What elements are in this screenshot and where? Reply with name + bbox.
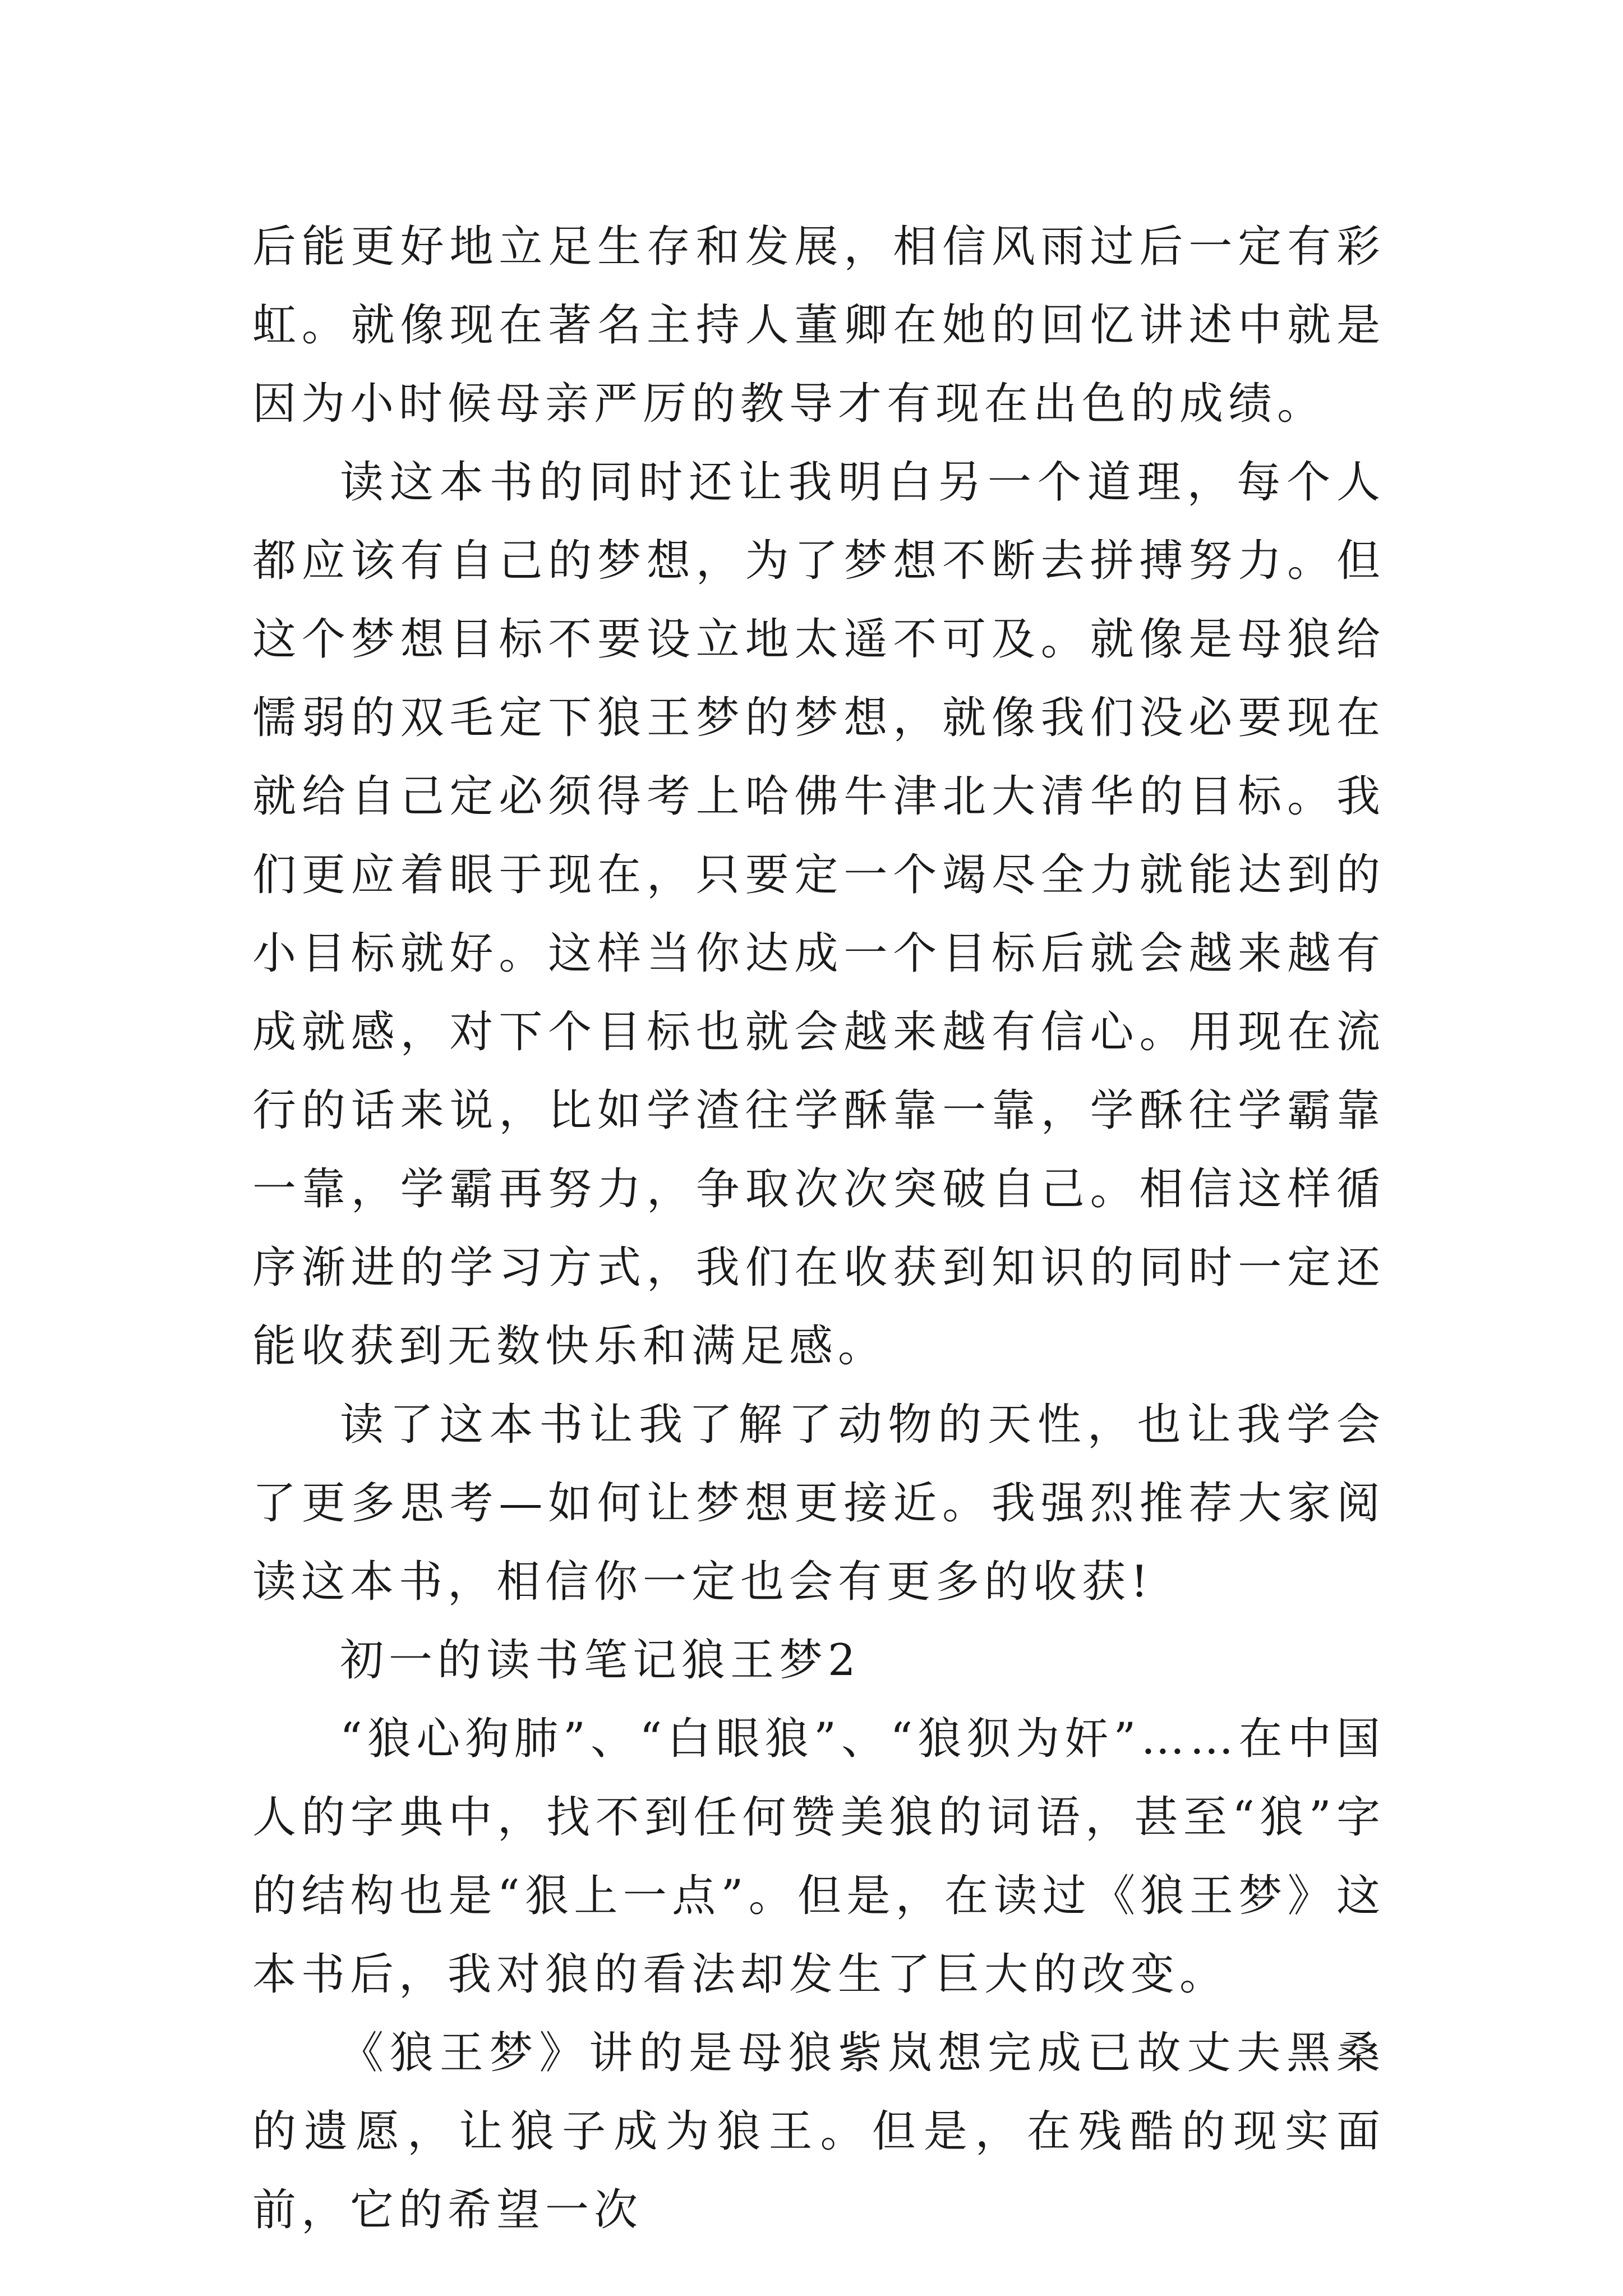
paragraph-5: 《狼王梦》讲的是母狼紫岚想完成已故丈夫黑桑的遗愿，让狼子成为狼王。但是，在残酷的现实面前，它的希望一次 [252, 2028, 1385, 2235]
paragraph-4: “狼心狗肺”、“白眼狼”、“狼狈为奸”……在中国人的字典中，找不到任何赞美狼的词语，甚至“狼”字的结构也是“狠上一点”。但是，在读过《狼王梦》这本书后，我对狼的看法却发生了巨大的改变。 [252, 1714, 1385, 2000]
document-page [252, 208, 1385, 2249]
paragraph-2: 读这本书的同时还让我明白另一个道理，每个人都应该有自己的梦想，为了梦想不断去拼搏努力。但这个梦想目标不要设立地太遥不可及。就像是母狼给懦弱的双毛定下狼王梦的梦想，就像我们没必要现在就给自己定必须得考上哈佛牛津北大清华的目标。我们更应着眼于现在，只要定一个竭尽全力就能达到的小目标就好。这样当你达成一个目标后就会越来越有成就感，对下个目标也就会越来越有信心。用现在流行的话来说，比如学渣往学酥靠一靠，学酥往学霸靠一靠，学霸再努力，争取次次突破自己。相信这样循序渐进的学习方式，我们在收获到知识的同时一定还能收获到无数快乐和满足感。 [252, 457, 1385, 1372]
paragraph-3: 读了这本书让我了解了动物的天性，也让我学会了更多思考—如何让梦想更接近。我强烈推荐大家阅读这本书，相信你一定也会有更多的收获! [252, 1400, 1385, 1607]
section-heading: 初一的读书笔记狼王梦2 [340, 1635, 861, 1686]
paragraph-1: 后能更好地立足生存和发展，相信风雨过后一定有彩虹。就像现在著名主持人董卿在她的回忆讲述中就是因为小时候母亲严厉的教导才有现在出色的成绩。 [252, 222, 1385, 429]
